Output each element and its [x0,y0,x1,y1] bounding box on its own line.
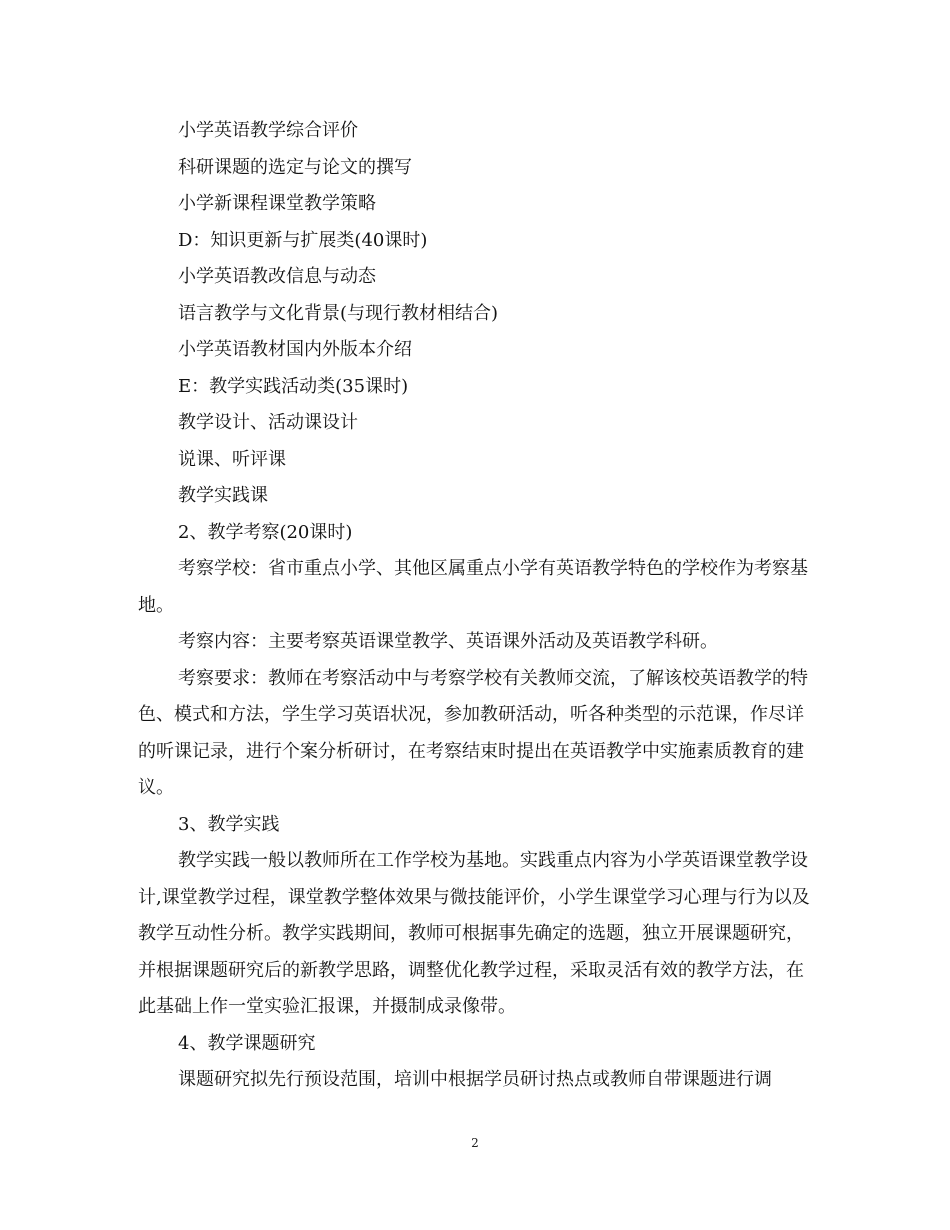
paragraph: 教学设计、活动课设计 [178,412,358,433]
paragraph: 小学英语教材国内外版本介绍 [178,339,412,360]
paragraph: 考察学校：省市重点小学、其他区属重点小学有英语教学特色的学校作为考察基地。 [138,558,808,616]
section-heading: 3、教学实践 [178,813,280,835]
section-heading: 2、教学考察(20课时) [178,521,353,543]
paragraph: 小学英语教改信息与动态 [178,266,376,287]
paragraph: 小学英语教学综合评价 [178,120,358,141]
page-number: 2 [471,1136,479,1150]
paragraph: 科研课题的选定与论文的撰写 [178,156,412,178]
paragraph: 教学实践一般以教师所在工作学校为基地。实践重点内容为小学英语课堂教学设计,课堂教学过程，课堂教学整体效果与微技能评价，小学生课堂学习心理与行为以及教学互动性分析。教学实践期间，教师可根据事先确定的选题，独立开展课题研究，并根据课题研究后的新教学思路，调整优化教学过程，采取灵活有效的教学方法，在此基础上作一堂实验汇报课，并摄制成录像带。 [138,850,810,1017]
section-heading: 4、教学课题研究 [178,1032,316,1054]
paragraph: 考察要求：教师在考察活动中与考察学校有关教师交流，了解该校英语教学的特色、模式和方法，学生学习英语状况，参加教研活动，听各种类型的示范课，作尽详的听课记录，进行个案分析研讨，在考察结束时提出在英语教学中实施素质教育的建议。 [138,667,808,798]
paragraph: 说课、听评课 [178,448,286,470]
paragraph: 语言教学与文化背景(与现行教材相结合) [178,302,499,324]
paragraph: 教学实践课 [178,485,268,506]
paragraph: 小学新课程课堂教学策略 [178,193,376,214]
paragraph: 课题研究拟先行预设范围，培训中根据学员研讨热点或教师自带课题进行调 [178,1069,772,1090]
document-body [138,113,818,1099]
section-heading: E：教学实践活动类(35课时) [178,375,409,397]
section-heading: D：知识更新与扩展类(40课时) [178,229,428,251]
paragraph: 考察内容：主要考察英语课堂教学、英语课外活动及英语教学科研。 [178,631,718,652]
